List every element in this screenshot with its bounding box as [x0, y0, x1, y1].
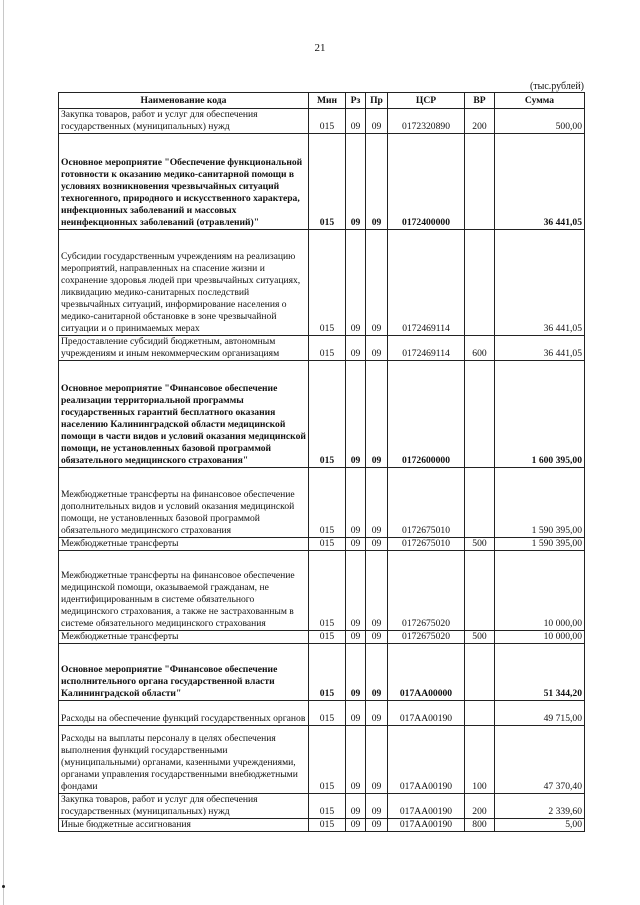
- cell-csr: 017AA00190: [388, 726, 465, 794]
- cell-min: 015: [309, 701, 346, 726]
- cell-pr: 09: [366, 361, 388, 468]
- cell-vr: [465, 701, 495, 726]
- cell-rz: 09: [346, 109, 366, 134]
- cell-vr: 500: [465, 631, 495, 644]
- cell-min: 015: [309, 794, 346, 819]
- cell-sum: 47 370,40: [495, 726, 585, 794]
- cell-min: 015: [309, 134, 346, 230]
- col-header-name: Наименование кода: [59, 93, 309, 109]
- cell-sum: 10 000,00: [495, 551, 585, 631]
- cell-name: Межбюджетные трансферты: [59, 631, 309, 644]
- cell-min: 015: [309, 644, 346, 701]
- cell-min: 015: [309, 819, 346, 832]
- col-header-min: Мин: [309, 93, 346, 109]
- cell-rz: 09: [346, 230, 366, 336]
- cell-pr: 09: [366, 631, 388, 644]
- table-row: [59, 551, 585, 631]
- cell-name: Основное мероприятие "Обеспечение функциональной готовности к оказанию медико-санитарной помощи в условиях возникновения чрезвычайных ситуаций техногенного, природного и искусственного характера, инфекционных заболеваний и массовых неинфекционных заболеваний (отравлений)": [59, 134, 309, 230]
- cell-rz: 09: [346, 644, 366, 701]
- cell-csr: 017AA00000: [388, 644, 465, 701]
- cell-name: Субсидии государственным учреждениям на реализацию мероприятий, направленных на спасение жизни и сохранение здоровья людей при чрезвычайных ситуациях, ликвидацию медико-санитарных последствий чрезвычайных ситуаций, информирование населения о медико-санитарной обстановке в зоне чрезвычайной ситуации и о принимаемых мерах: [59, 230, 309, 336]
- cell-vr: 100: [465, 726, 495, 794]
- cell-rz: 09: [346, 336, 366, 361]
- cell-pr: 09: [366, 134, 388, 230]
- cell-rz: 09: [346, 538, 366, 551]
- cell-csr: 0172469114: [388, 230, 465, 336]
- cell-rz: 09: [346, 134, 366, 230]
- cell-rz: 09: [346, 468, 366, 538]
- cell-sum: 51 344,20: [495, 644, 585, 701]
- cell-vr: [465, 468, 495, 538]
- table-row: [59, 336, 585, 361]
- cell-min: 015: [309, 361, 346, 468]
- cell-name: Межбюджетные трансферты на финансовое обеспечение дополнительных видов и условий оказания медицинской помощи, не установленных базовой программой обязательного медицинского страхования: [59, 468, 309, 538]
- cell-pr: 09: [366, 551, 388, 631]
- table-row: [59, 361, 585, 468]
- cell-vr: [465, 134, 495, 230]
- cell-csr: 0172600000: [388, 361, 465, 468]
- cell-vr: [465, 361, 495, 468]
- table-row: [59, 109, 585, 134]
- cell-sum: 49 715,00: [495, 701, 585, 726]
- cell-sum: 1 590 395,00: [495, 468, 585, 538]
- cell-pr: 09: [366, 819, 388, 832]
- col-header-rz: Рз: [346, 93, 366, 109]
- cell-sum: 36 441,05: [495, 134, 585, 230]
- cell-min: 015: [309, 538, 346, 551]
- cell-rz: 09: [346, 551, 366, 631]
- cell-min: 015: [309, 631, 346, 644]
- cell-name: Расходы на обеспечение функций государственных органов: [59, 701, 309, 726]
- cell-name: Иные бюджетные ассигнования: [59, 819, 309, 832]
- cell-vr: 200: [465, 109, 495, 134]
- cell-name: Основное мероприятие "Финансовое обеспечение исполнительного органа государственной власти Калининградской области": [59, 644, 309, 701]
- col-header-pr: Пр: [366, 93, 388, 109]
- cell-sum: 36 441,05: [495, 336, 585, 361]
- cell-min: 015: [309, 336, 346, 361]
- cell-pr: 09: [366, 336, 388, 361]
- cell-pr: 09: [366, 701, 388, 726]
- cell-vr: 800: [465, 819, 495, 832]
- cell-vr: [465, 551, 495, 631]
- table-row: [59, 230, 585, 336]
- cell-rz: 09: [346, 631, 366, 644]
- cell-pr: 09: [366, 468, 388, 538]
- cell-pr: 09: [366, 538, 388, 551]
- cell-csr: 0172320890: [388, 109, 465, 134]
- cell-rz: 09: [346, 361, 366, 468]
- left-margin-rule: [3, 0, 4, 905]
- cell-csr: 0172675020: [388, 551, 465, 631]
- cell-csr: 0172675010: [388, 538, 465, 551]
- cell-vr: 500: [465, 538, 495, 551]
- budget-table: [58, 92, 585, 832]
- cell-rz: 09: [346, 726, 366, 794]
- table-row: [59, 538, 585, 551]
- cell-pr: 09: [366, 644, 388, 701]
- cell-csr: 0172675010: [388, 468, 465, 538]
- table-row: [59, 468, 585, 538]
- cell-name: Межбюджетные трансферты на финансовое обеспечение медицинской помощи, оказываемой гражданам, не идентифицированным в системе обязательного медицинского страхования, а также не застрахованным в системе обязательного медицинского страхования: [59, 551, 309, 631]
- cell-name: Основное мероприятие "Финансовое обеспечение реализации территориальной программы государственных гарантий бесплатного оказания населению Калининградской области медицинской помощи в части видов и условий оказания медицинской помощи, не установленных базовой программой обязательного медицинского страхования": [59, 361, 309, 468]
- table-row: [59, 631, 585, 644]
- cell-min: 015: [309, 551, 346, 631]
- cell-rz: 09: [346, 819, 366, 832]
- cell-sum: 500,00: [495, 109, 585, 134]
- cell-name: Закупка товаров, работ и услуг для обеспечения государственных (муниципальных) нужд: [59, 109, 309, 134]
- cell-pr: 09: [366, 230, 388, 336]
- cell-pr: 09: [366, 109, 388, 134]
- cell-sum: 1 590 395,00: [495, 538, 585, 551]
- cell-csr: 017AA00190: [388, 794, 465, 819]
- page-number: 21: [314, 42, 326, 54]
- cell-csr: 017AA00190: [388, 819, 465, 832]
- table-body: [59, 109, 585, 832]
- cell-vr: 600: [465, 336, 495, 361]
- cell-sum: 36 441,05: [495, 230, 585, 336]
- cell-sum: 10 000,00: [495, 631, 585, 644]
- table-row: [59, 134, 585, 230]
- cell-name: Межбюджетные трансферты: [59, 538, 309, 551]
- table-row: [59, 819, 585, 832]
- cell-min: 015: [309, 726, 346, 794]
- table-row: [59, 794, 585, 819]
- cell-csr: 0172469114: [388, 336, 465, 361]
- cell-sum: 2 339,60: [495, 794, 585, 819]
- col-header-vr: ВР: [465, 93, 495, 109]
- cell-min: 015: [309, 109, 346, 134]
- cell-csr: 0172675020: [388, 631, 465, 644]
- cell-pr: 09: [366, 726, 388, 794]
- cell-min: 015: [309, 230, 346, 336]
- cell-csr: 017AA00190: [388, 701, 465, 726]
- cell-vr: 200: [465, 794, 495, 819]
- cell-sum: 5,00: [495, 819, 585, 832]
- cell-vr: [465, 230, 495, 336]
- cell-rz: 09: [346, 794, 366, 819]
- units-label: (тыс.рублей): [529, 81, 584, 92]
- cell-pr: 09: [366, 794, 388, 819]
- cell-name: Предоставление субсидий бюджетным, автономным учреждениям и иным некоммерческим организациям: [59, 336, 309, 361]
- cell-name: Расходы на выплаты персоналу в целях обеспечения выполнения функций государственными (муниципальными) органами, казенными учреждениями, органами управления государственными внебюджетными фондами: [59, 726, 309, 794]
- cell-min: 015: [309, 468, 346, 538]
- table-header: [59, 93, 585, 109]
- table-row: [59, 701, 585, 726]
- table-row: [59, 644, 585, 701]
- cell-rz: 09: [346, 701, 366, 726]
- cell-vr: [465, 644, 495, 701]
- margin-dot: [2, 885, 5, 888]
- cell-sum: 1 600 395,00: [495, 361, 585, 468]
- cell-name: Закупка товаров, работ и услуг для обеспечения государственных (муниципальных) нужд: [59, 794, 309, 819]
- table-row: [59, 726, 585, 794]
- cell-csr: 0172400000: [388, 134, 465, 230]
- col-header-sum: Сумма: [495, 93, 585, 109]
- col-header-csr: ЦСР: [388, 93, 465, 109]
